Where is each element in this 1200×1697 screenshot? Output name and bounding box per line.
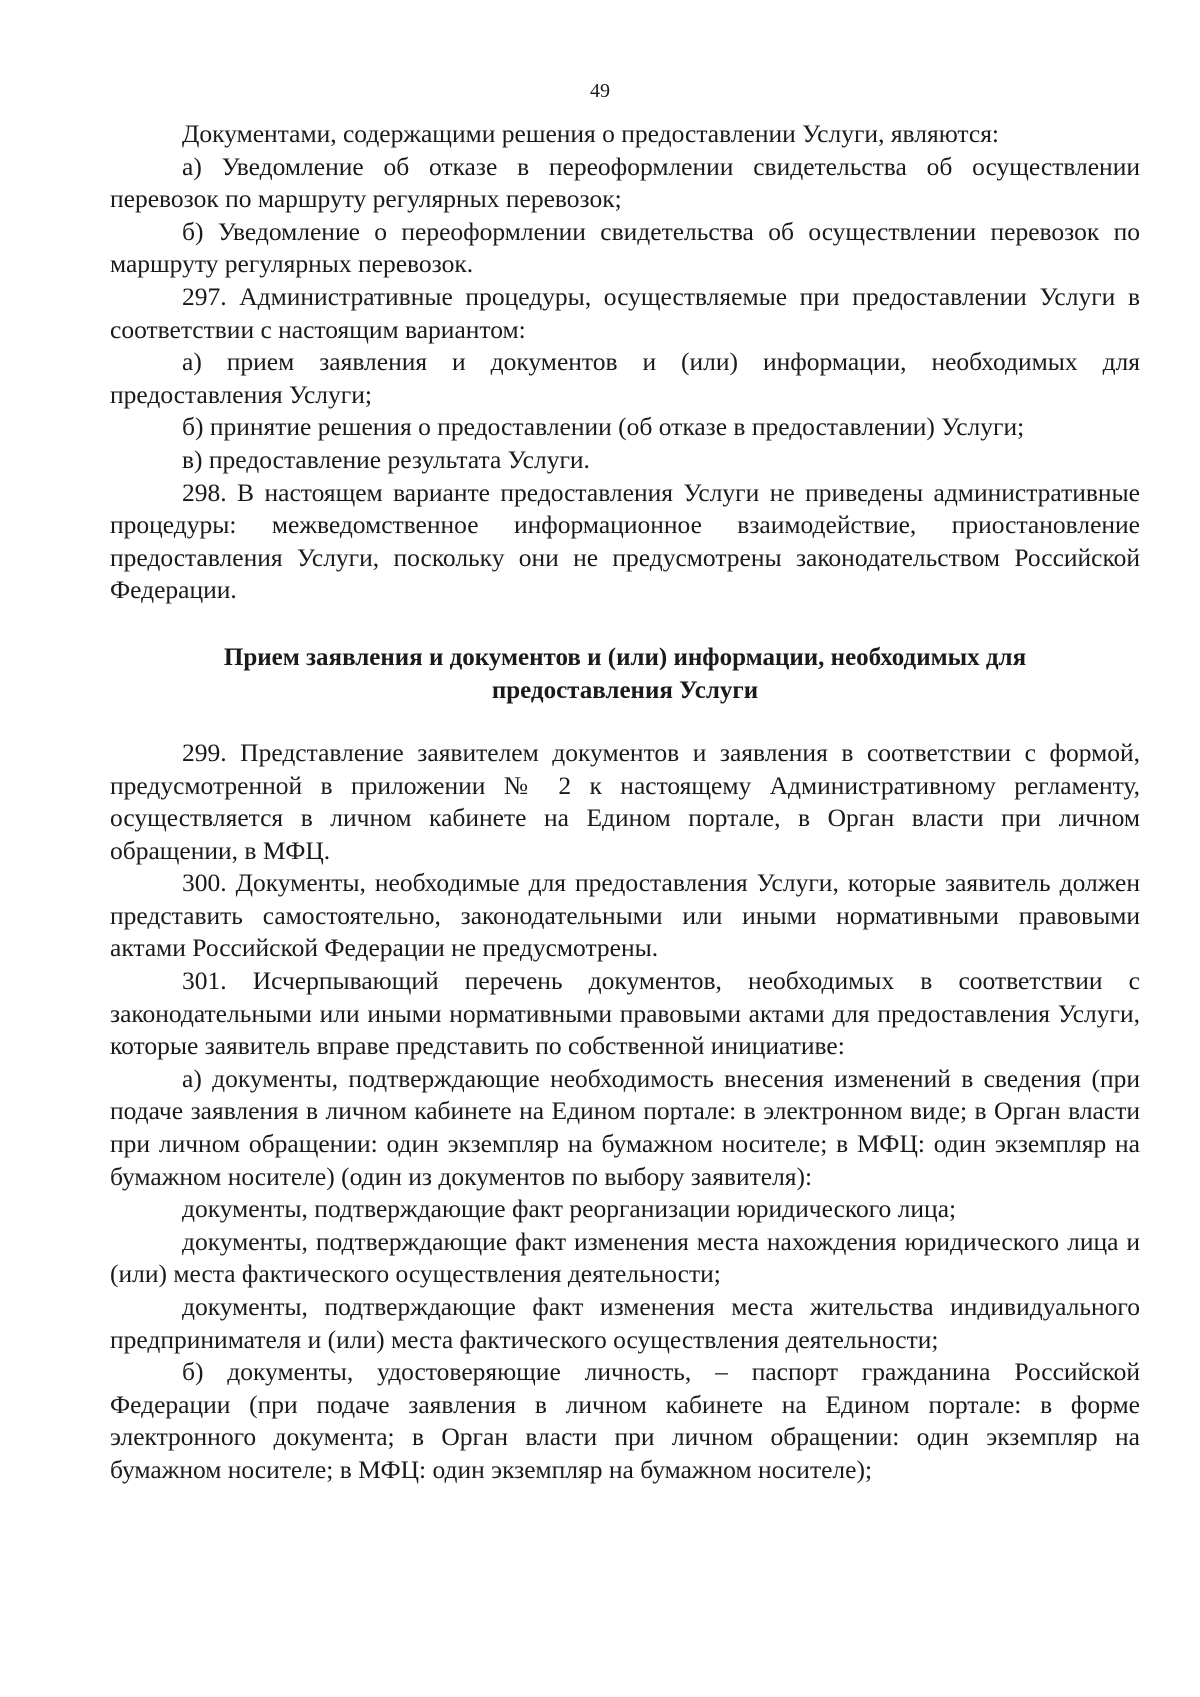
section-title — [110, 641, 1140, 707]
section-title-line: Прием заявления и документов и (или) информации, необходимых для — [223, 643, 1027, 671]
section-title-line: предоставления Услуги — [491, 676, 759, 704]
paragraph: а) Уведомление об отказе в переоформлении свидетельства об осуществлении перевозок по маршруту регулярных перевозок; — [110, 151, 1140, 214]
paragraph: документы, подтверждающие факт реорганизации юридического лица; — [182, 1194, 957, 1224]
page-number: 49 — [590, 80, 610, 102]
paragraph: а) документы, подтверждающие необходимость внесения изменений в сведения (при подаче заявления в личном кабинете на Едином портале: в электронном виде; в Орган власти при личном обращении: один экземпляр на бумажном носителе; в МФЦ: один экземпляр на бумажном носителе) (один из документов по выбору заявителя): — [110, 1063, 1140, 1191]
document-body — [110, 118, 1140, 1487]
paragraph: документы, подтверждающие факт изменения места жительства индивидуального предпринимателя и (или) места фактического осуществления деятельности; — [110, 1292, 1140, 1354]
paragraph: б) документы, удостоверяющие личность, – паспорт гражданина Российской Федерации (при подаче заявления в личном кабинете на Едином портале: в форме электронного документа; в Орган власти при личном обращении: один экземпляр на бумажном носителе; в МФЦ: один экземпляр на бумажном носителе); — [110, 1357, 1140, 1484]
paragraph: б) Уведомление о переоформлении свидетельства об осуществлении перевозок по маршруту регулярных перевозок. — [110, 216, 1140, 279]
paragraph: 301. Исчерпывающий перечень документов, необходимых в соответствии с законодательными или иными нормативными правовыми актами для предоставления Услуги, которые заявитель вправе представить по собственной инициативе: — [110, 966, 1140, 1061]
paragraph: в) предоставление результата Услуги. — [182, 444, 590, 474]
paragraph: 299. Представление заявителем документов и заявления в соответствии с формой, предусмотренной в приложении № 2 к настоящему Административному регламенту, осуществляется в личном кабинете на Едином портале, в Орган власти при личном обращении, в МФЦ. — [110, 737, 1140, 865]
paragraph: 297. Административные процедуры, осуществляемые при предоставлении Услуги в соответствии с настоящим вариантом: — [110, 281, 1140, 344]
paragraph: б) принятие решения о предоставлении (об отказе в предоставлении) Услуги; — [182, 412, 1025, 442]
paragraph: документы, подтверждающие факт изменения места нахождения юридического лица и (или) места фактического осуществления деятельности; — [110, 1226, 1140, 1289]
paragraph: а) прием заявления и документов и (или) информации, необходимых для предоставления Услуги; — [110, 347, 1140, 409]
paragraph: 298. В настоящем варианте предоставления Услуги не приведены административные процедуры: межведомственное информационное взаимодействие, приостановление предоставления Услуги, поскольку они не предусмотрены законодательством Российской Федерации. — [110, 477, 1140, 605]
paragraph: 300. Документы, необходимые для предоставления Услуги, которые заявитель должен представить самостоятельно, законодательными или иными нормативными правовыми актами Российской Федерации не предусмотрены. — [110, 868, 1140, 963]
paragraph: Документами, содержащими решения о предоставлении Услуги, являются: — [182, 119, 1000, 148]
